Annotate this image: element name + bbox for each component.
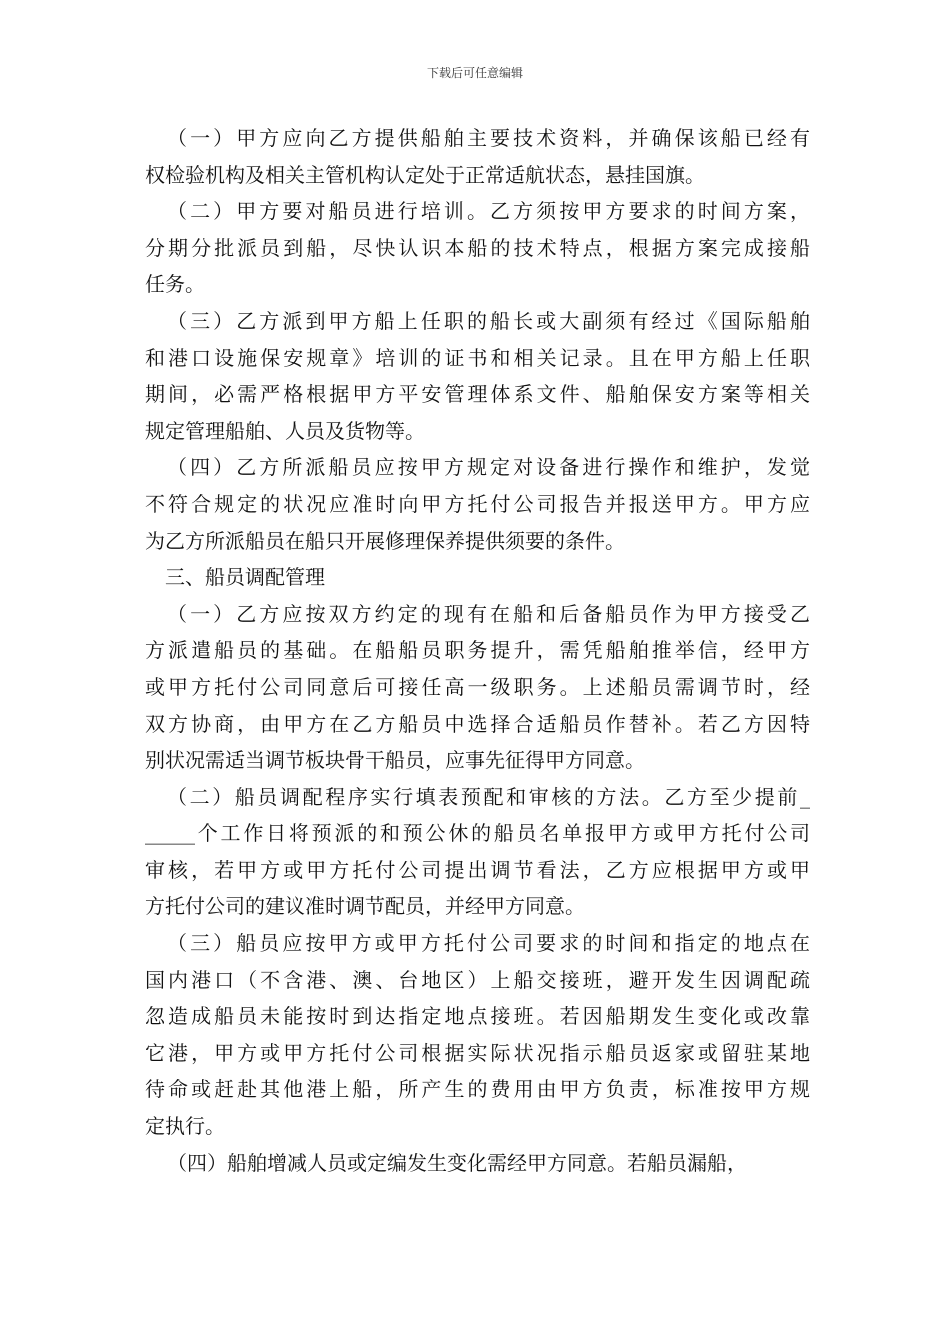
text-line: _____个工作日将预派的和预公休的船员名单报甲方或甲方托付公司 [145,821,810,846]
text-line: 别状况需适当调节板块骨干船员，应事先征得甲方同意。 [145,748,645,773]
text-line: 分期分批派员到船，尽快认识本船的技术特点，根据方案完成接船 [145,235,810,260]
text-line: （四）船舶增减人员或定编发生变化需经甲方同意。若船员漏船， [167,1150,747,1175]
text-line: 任务。 [145,272,205,297]
paragraph [145,1145,810,1182]
text-line: 它港，甲方或甲方托付公司根据实际状况指示船员返家或留驻某地 [145,1040,810,1065]
document-body [145,120,810,1181]
text-line: 不符合规定的状况应准时向甲方托付公司报告并报送甲方。甲方应 [145,491,810,516]
text-line: 国内港口（不含港、澳、台地区）上船交接班，避开发生因调配疏 [145,967,810,992]
text-line: 双方协商，由甲方在乙方船员中选择合适船员作替补。若乙方因特 [145,711,810,736]
paragraph [145,193,810,303]
text-line: （一）甲方应向乙方提供船舶主要技术资料，并确保该船已经有 [167,126,810,150]
text-line: （二）船员调配程序实行填表预配和审核的方法。乙方至少提前_ [167,784,810,809]
paragraph [145,449,810,559]
paragraph [145,559,810,596]
text-line: 和港口设施保安规章》培训的证书和相关记录。且在甲方船上任职 [145,345,810,370]
paragraph [145,596,810,779]
text-line: 期间，必需严格根据甲方平安管理体系文件、船舶保安方案等相关 [145,382,810,407]
paragraph [145,303,810,449]
text-line: 待命或赶赴其他港上船，所产生的费用由甲方负责，标准按甲方规 [145,1077,810,1102]
text-line: 或甲方托付公司同意后可接任高一级职务。上述船员需调节时，经 [145,674,810,699]
text-line: （三）船员应按甲方或甲方托付公司要求的时间和指定的地点在 [167,931,810,956]
paragraph [145,925,810,1145]
paragraph [145,120,810,193]
text-line: 忽造成船员未能按时到达指定地点接班。若因船期发生变化或改靠 [145,1004,810,1029]
text-line: （三）乙方派到甲方船上任职的船长或大副须有经过《国际船舶 [167,308,810,333]
text-line: （四）乙方所派船员应按甲方规定对设备进行操作和维护，发觉 [167,455,810,480]
text-line: （二）甲方要对船员进行培训。乙方须按甲方要求的时间方案， [167,199,810,224]
text-line: （一）乙方应按双方约定的现有在船和后备船员作为甲方接受乙 [167,601,810,626]
text-line: 规定管理船舶、人员及货物等。 [145,418,425,443]
text-line: 方派遣船员的基础。在船船员职务提升，需凭船舶推举信，经甲方 [145,638,810,663]
text-line: 三、船员调配管理 [165,565,325,590]
text-line: 为乙方所派船员在船只开展修理保养提供须要的条件。 [145,528,625,553]
page-header: 下载后可任意编辑 [426,66,523,80]
paragraph [145,779,810,925]
text-line: 方托付公司的建议准时调节配员，并经甲方同意。 [145,894,585,919]
text-line: 审核，若甲方或甲方托付公司提出调节看法，乙方应根据甲方或甲 [145,857,810,882]
text-line: 定执行。 [145,1114,225,1139]
text-line: 权检验机构及相关主管机构认定处于正常适航状态，悬挂国旗。 [145,162,705,187]
